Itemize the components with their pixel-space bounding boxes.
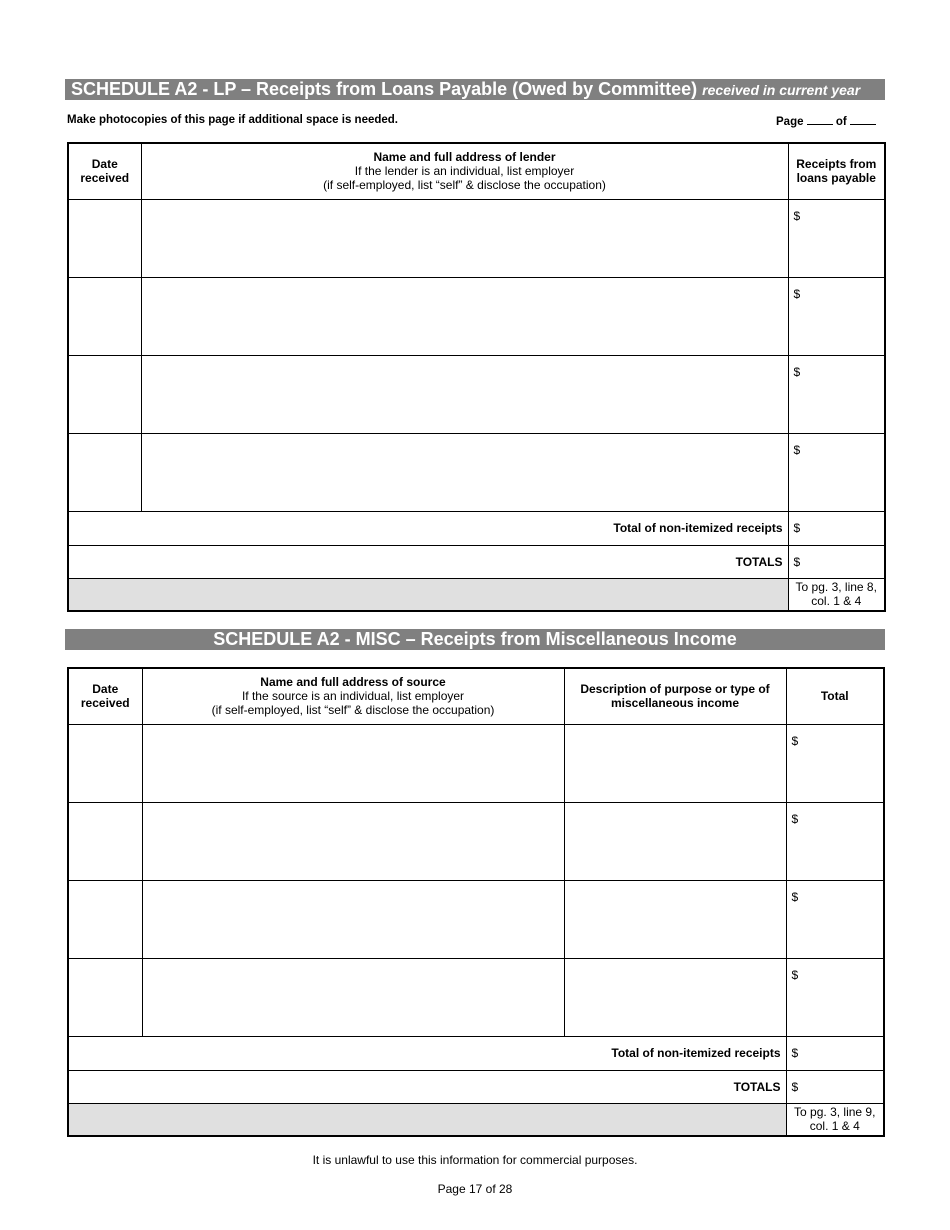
total-field[interactable]: $ (786, 880, 884, 958)
lender-field[interactable] (141, 199, 788, 277)
header-lender-line3: (if self-employed, list “self” & disclose the occupation) (323, 178, 606, 193)
non-itemized-amount-field[interactable]: $ (786, 1036, 884, 1070)
header-source-line2: If the source is an individual, list employer (241, 689, 465, 704)
date-field[interactable] (68, 802, 142, 880)
carry-forward-note: To pg. 3, line 9, col. 1 & 4 (786, 1103, 884, 1136)
table-row (68, 880, 884, 958)
header-receipts-amount: Receipts from loans payable (788, 143, 885, 199)
non-itemized-label: Total of non-itemized receipts (68, 511, 788, 545)
photocopy-note: Make photocopies of this page if additional space is needed. (67, 114, 399, 126)
table-row (68, 433, 885, 511)
page-number-field (776, 114, 876, 128)
totals-row (68, 545, 885, 578)
page-label: Page (776, 116, 804, 128)
header-source-line3: (if self-employed, list “self” & disclose the occupation) (211, 703, 495, 718)
page-total-blank[interactable] (850, 114, 876, 125)
totals-amount-field[interactable]: $ (788, 545, 885, 578)
date-field[interactable] (68, 880, 142, 958)
schedule-lp-title-bar (65, 79, 885, 100)
totals-amount-field[interactable]: $ (786, 1070, 884, 1103)
source-field[interactable] (142, 880, 564, 958)
table-row (68, 724, 884, 802)
date-field[interactable] (68, 277, 141, 355)
unlawful-use-notice: It is unlawful to use this information for commercial purposes. (312, 1153, 638, 1167)
page-footer-number: Page 17 of 28 (437, 1182, 513, 1196)
non-itemized-row (68, 511, 885, 545)
loans-payable-table (67, 142, 886, 612)
table-row (68, 802, 884, 880)
header-lender-main: Name and full address of lender (373, 150, 556, 165)
carry-forward-row (68, 578, 885, 611)
non-itemized-label: Total of non-itemized receipts (68, 1036, 786, 1070)
amount-field[interactable]: $ (788, 355, 885, 433)
lender-field[interactable] (141, 277, 788, 355)
table-row (68, 958, 884, 1036)
header-date-received: Date received (68, 143, 141, 199)
source-field[interactable] (142, 958, 564, 1036)
amount-field[interactable]: $ (788, 433, 885, 511)
total-field[interactable]: $ (786, 802, 884, 880)
header-total: Total (786, 668, 884, 724)
shaded-cell (68, 578, 788, 611)
description-field[interactable] (564, 802, 786, 880)
total-field[interactable]: $ (786, 724, 884, 802)
header-lender-name (141, 143, 788, 199)
non-itemized-row (68, 1036, 884, 1070)
source-field[interactable] (142, 724, 564, 802)
schedule-misc-title: SCHEDULE A2 - MISC – Receipts from Miscellaneous Income (213, 629, 737, 649)
totals-label: TOTALS (68, 545, 788, 578)
header-description: Description of purpose or type of miscellaneous income (564, 668, 786, 724)
page-of-label: of (835, 116, 847, 128)
date-field[interactable] (68, 958, 142, 1036)
page-number-blank[interactable] (807, 114, 833, 125)
table-header-row (68, 668, 884, 724)
table-row (68, 277, 885, 355)
non-itemized-amount-field[interactable]: $ (788, 511, 885, 545)
schedule-lp-title: SCHEDULE A2 - LP – Receipts from Loans Payable (Owed by Committee) (71, 79, 698, 99)
carry-forward-row (68, 1103, 884, 1136)
date-field[interactable] (68, 724, 142, 802)
description-field[interactable] (564, 880, 786, 958)
description-field[interactable] (564, 958, 786, 1036)
totals-row (68, 1070, 884, 1103)
table-header-row (68, 143, 885, 199)
header-source-main: Name and full address of source (260, 675, 446, 690)
shaded-cell (68, 1103, 786, 1136)
header-date-received: Date received (68, 668, 142, 724)
date-field[interactable] (68, 199, 141, 277)
date-field[interactable] (68, 433, 141, 511)
amount-field[interactable]: $ (788, 199, 885, 277)
table-row (68, 355, 885, 433)
header-lender-line2: If the lender is an individual, list employer (354, 164, 575, 179)
carry-forward-note: To pg. 3, line 8, col. 1 & 4 (788, 578, 885, 611)
source-field[interactable] (142, 802, 564, 880)
amount-field[interactable]: $ (788, 277, 885, 355)
schedule-misc-title-bar (65, 629, 885, 650)
date-field[interactable] (68, 355, 141, 433)
total-field[interactable]: $ (786, 958, 884, 1036)
header-source-name (142, 668, 564, 724)
totals-label: TOTALS (68, 1070, 786, 1103)
table-row (68, 199, 885, 277)
description-field[interactable] (564, 724, 786, 802)
lender-field[interactable] (141, 355, 788, 433)
misc-income-table (67, 667, 885, 1137)
schedule-lp-title-sub: received in current year (702, 82, 861, 98)
lender-field[interactable] (141, 433, 788, 511)
